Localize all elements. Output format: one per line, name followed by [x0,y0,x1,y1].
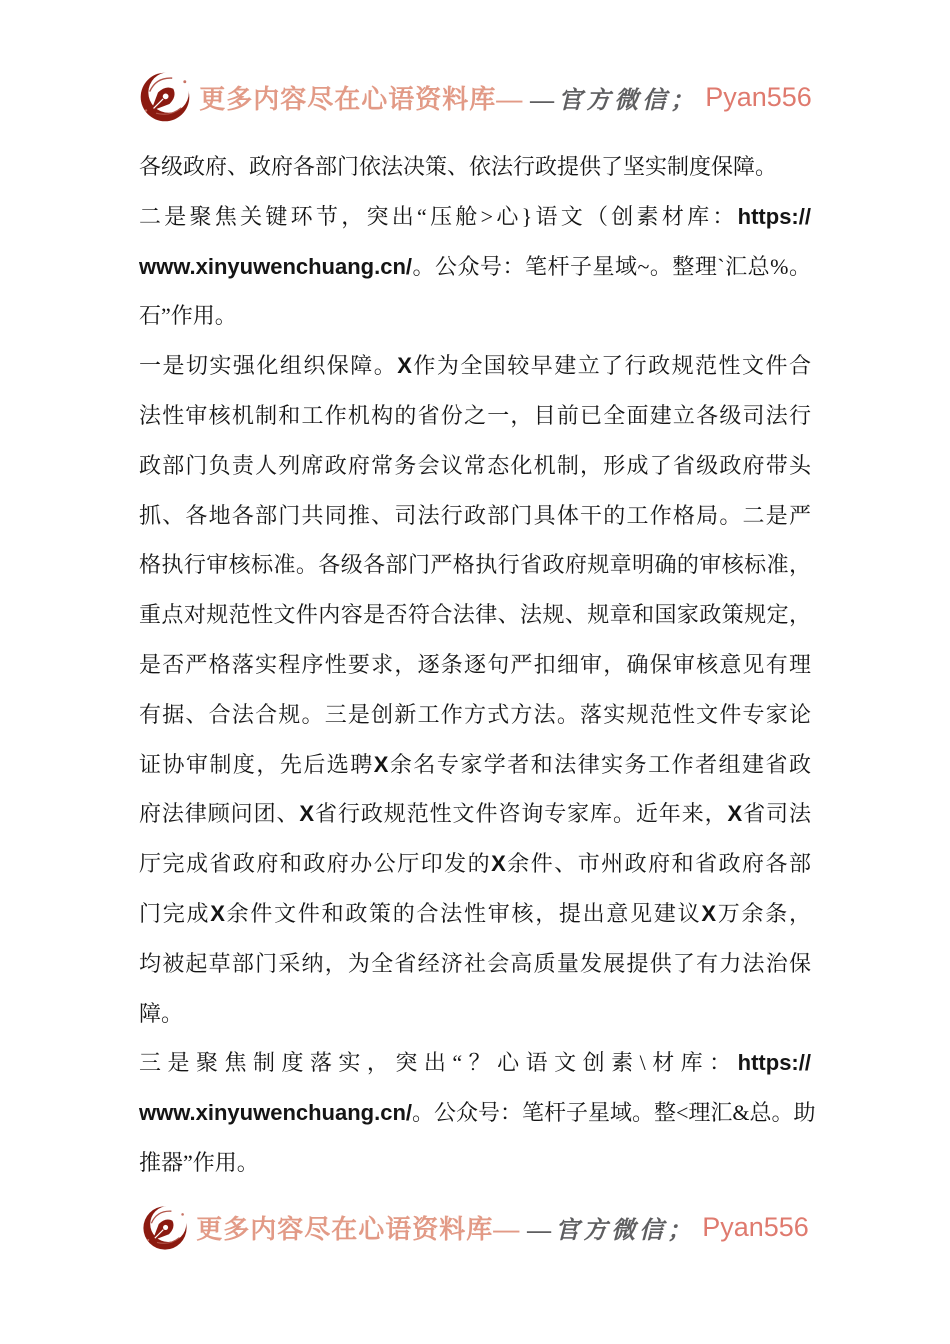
watermark-footer [0,1204,950,1252]
text-line: 厅完成省政府和政府办公厅印发的X余件、市州政府和省政府各部 [139,851,811,877]
pen-nib-logo-icon [141,1204,189,1252]
latin-text-segment: X [701,900,717,926]
latin-text-segment: www.xinyuwenchuang.cn/ [139,253,413,279]
text-line: 石”作用。 [139,303,237,329]
text-line: www.xinyuwenchuang.cn/。公众号：笔杆子星域~。整理`汇总%。 [139,253,811,279]
latin-text-segment: X [397,353,412,379]
text-line: 有据、合法合规。三是创新工作方式方法。落实规范性文件专家论 [139,701,811,727]
watermark-header [0,0,950,124]
text-line: 政部门负责人列席政府常务会议常态化机制，形成了省级政府带头 [139,452,811,478]
latin-text-segment: https:// [737,203,811,229]
text-line: 均被起草部门采纳，为全省经济社会高质量发展提供了有力法治保 [139,950,811,976]
latin-text-segment: https:// [737,1050,811,1076]
text-line: 重点对规范性文件内容是否符合法律、法规、规章和国家政策规定， [139,602,811,628]
watermark-wechat-label: —官方微信； [530,87,699,114]
latin-text-segment: www.xinyuwenchuang.cn/ [139,1100,413,1126]
text-line: 二是聚焦关键环节，突出“压舱>心}语文（创素材库：https:// [139,203,811,229]
watermark-wechat-id: Pyan556 [702,1212,809,1243]
text-line: 一是切实强化组织保障。X作为全国较早建立了行政规范性文件合 [139,353,811,379]
watermark-text: 更多内容尽在心语资料库— [196,1215,521,1245]
watermark-wechat-id: Pyan556 [705,81,812,112]
latin-text-segment: X [727,801,743,827]
text-line: 门完成X余件文件和政策的合法性审核，提出意见建议X万余条， [139,900,811,926]
text-line: 抓、各地各部门共同推、司法行政部门具体干的工作格局。二是严 [139,502,811,528]
document-body [139,142,816,1188]
text-line: 府法律顾问团、X省行政规范性文件咨询专家库。近年来，X省司法 [139,801,811,827]
text-line: 格执行审核标准。各级各部门严格执行省政府规章明确的审核标准， [139,552,811,578]
watermark-text: 更多内容尽在心语资料库— [199,84,524,114]
text-line: 障。 [139,1000,184,1026]
latin-text-segment: X [299,801,315,827]
latin-text-segment: X [210,900,225,926]
latin-text-segment: X [373,751,389,777]
text-line: 推器”作用。 [139,1149,259,1175]
text-line: 各级政府、政府各部门依法决策、依法行政提供了坚实制度保障。 [139,154,778,179]
latin-text-segment: X [491,851,506,877]
text-line: 是否严格落实程序性要求，逐条逐句严扣细审，确保审核意见有理 [139,651,811,677]
text-line: 三是聚焦制度落实，突出“？心语文创素\材库：https:// [139,1050,811,1076]
watermark-wechat-label: —官方微信； [527,1218,696,1245]
text-line: 法性审核机制和工作机构的省份之一，目前已全面建立各级司法行 [139,402,811,428]
pen-nib-logo-icon [138,70,192,124]
text-line: 证协审制度，先后选聘X余名专家学者和法律实务工作者组建省政 [139,751,811,777]
text-line: www.xinyuwenchuang.cn/。公众号：笔杆子星域。整<理汇&总。助 [139,1100,816,1126]
